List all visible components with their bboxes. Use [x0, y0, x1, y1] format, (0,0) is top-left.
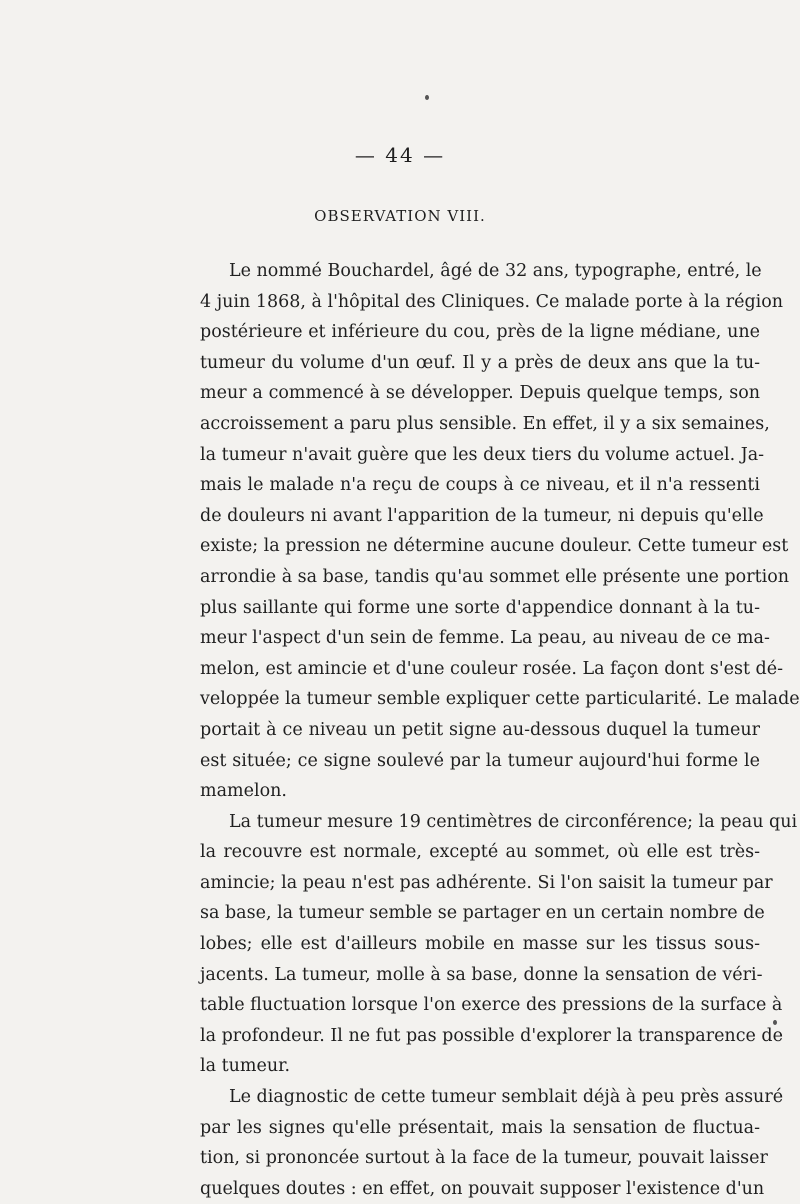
text-line: La tumeur mesure 19 centimètres de circonférence; la peau qui [229, 811, 798, 832]
text-line: quelques doutes : en effet, on pouvait supposer l'existence d'un [200, 1178, 765, 1199]
paper-speck [773, 1020, 777, 1025]
section-heading: OBSERVATION VIII. [314, 207, 486, 225]
text-line: la tumeur. [200, 1056, 291, 1077]
text-line: la tumeur n'avait guère que les deux tiers du volume actuel. Ja- [200, 444, 765, 465]
text-line: meur a commencé à se développer. Depuis quelque temps, son [200, 383, 760, 404]
text-line: sa base, la tumeur semble se partager en un certain nombre de [200, 903, 765, 924]
text-line: postérieure et inférieure du cou, près de la ligne médiane, une [200, 322, 760, 343]
text-line: tumeur du volume d'un œuf. Il y a près de deux ans que la tu- [200, 352, 760, 373]
text-line: mamelon. [200, 781, 287, 802]
text-line: tion, si prononcée surtout à la face de la tumeur, pouvait laisser [200, 1148, 768, 1169]
body-text [200, 256, 800, 1204]
text-line: la profondeur. Il ne fut pas possible d'explorer la transparence de [200, 1025, 783, 1046]
text-line: melon, est amincie et d'une couleur rosée. La façon dont s'est dé- [200, 658, 784, 679]
page-number: — 44 — [354, 143, 446, 167]
text-line: portait à ce niveau un petit signe au-dessous duquel la tumeur [200, 719, 760, 740]
text-line: de douleurs ni avant l'apparition de la tumeur, ni depuis qu'elle [200, 505, 764, 526]
text-line: veloppée la tumeur semble expliquer cette particularité. Le malade [200, 689, 800, 710]
text-line: arrondie à sa base, tandis qu'au sommet elle présente une portion [200, 566, 790, 587]
text-line: la recouvre est normale, excepté au sommet, où elle est très- [200, 842, 760, 863]
text-line: meur l'aspect d'un sein de femme. La peau, au niveau de ce ma- [200, 628, 770, 649]
text-line: existe; la pression ne détermine aucune douleur. Cette tumeur est [200, 536, 789, 557]
text-line: est située; ce signe soulevé par la tumeur aujourd'hui forme le [200, 750, 760, 771]
text-line: Le diagnostic de cette tumeur semblait déjà à peu près assuré [229, 1087, 784, 1108]
text-line: table fluctuation lorsque l'on exerce des pressions de la surface à [200, 995, 783, 1016]
text-line: mais le malade n'a reçu de coups à ce niveau, et il n'a ressenti [200, 475, 760, 496]
text-line: accroissement a paru plus sensible. En effet, il y a six semaines, [200, 413, 770, 434]
text-line: 4 juin 1868, à l'hôpital des Cliniques. Ce malade porte à la région [200, 291, 784, 312]
text-line: amincie; la peau n'est pas adhérente. Si l'on saisit la tumeur par [200, 872, 773, 893]
text-line: par les signes qu'elle présentait, mais la sensation de fluctua- [200, 1117, 760, 1138]
text-line: lobes; elle est d'ailleurs mobile en masse sur les tissus sous- [200, 934, 760, 955]
text-line: jacents. La tumeur, molle à sa base, donne la sensation de véri- [200, 964, 763, 985]
text-line: Le nommé Bouchardel, âgé de 32 ans, typographe, entré, le [229, 261, 762, 281]
text-line: plus saillante qui forme une sorte d'appendice donnant à la tu- [200, 597, 760, 618]
paper-speck [425, 95, 429, 100]
